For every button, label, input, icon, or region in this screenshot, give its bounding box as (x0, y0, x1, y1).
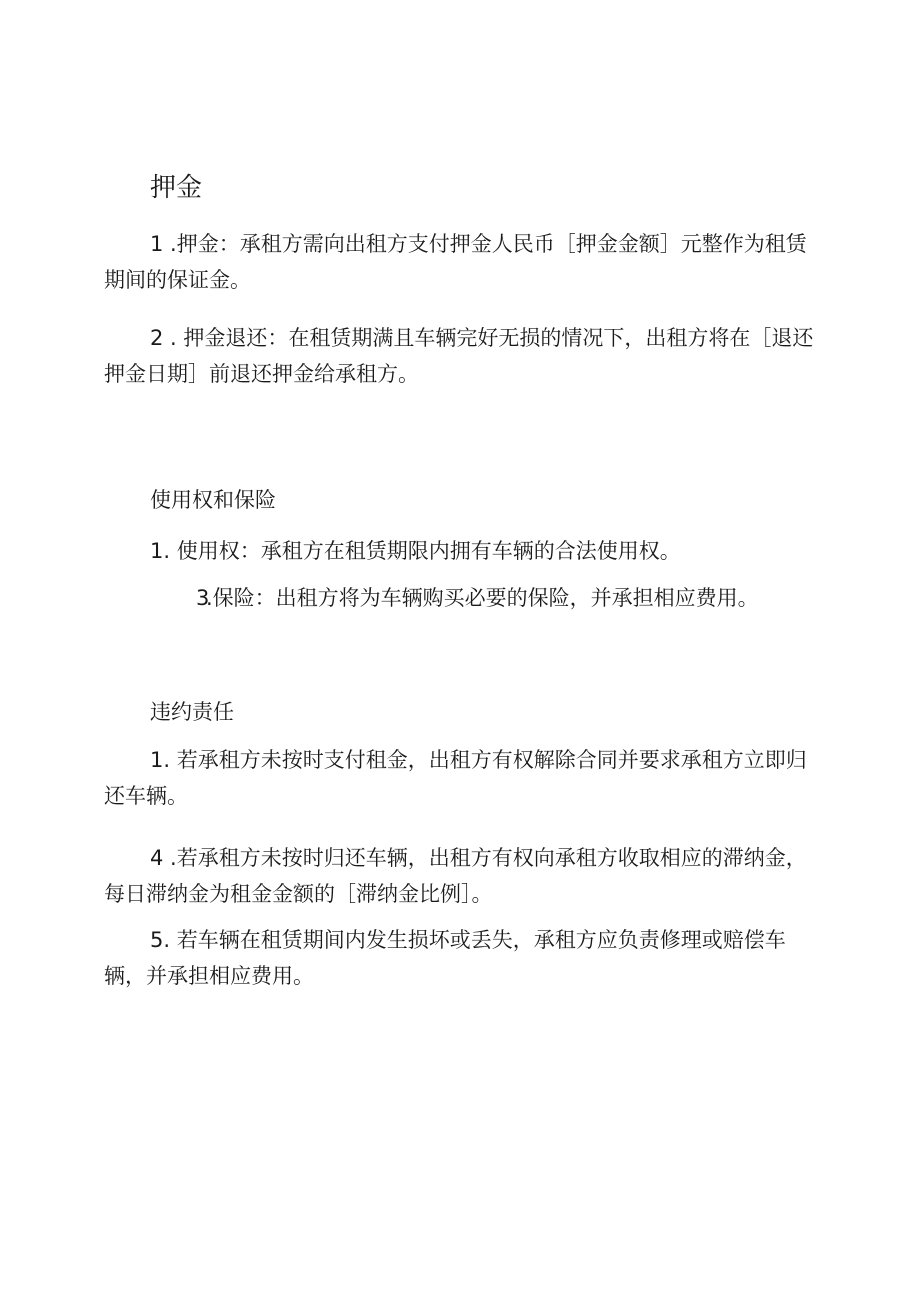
deposit-item-2: 2 . 押金退还：在租赁期满且车辆完好无损的情况下，出租方将在［退还押金日期］前退还押金给承租方。 (104, 326, 814, 386)
section-heading-usage: 使用权和保险 (150, 488, 276, 512)
usage-item-2-text: .保险：出租方将为车辆购买必要的保险，并承担相应费用。 (206, 586, 759, 610)
usage-item-1: 1. 使用权：承租方在租赁期限内拥有车辆的合法使用权。 (150, 539, 681, 563)
breach-item-1: 1. 若承租方未按时支付租金，出租方有权解除合同并要求承租方立即归还车辆。 (104, 748, 807, 808)
section-heading-deposit: 押金 (150, 173, 203, 203)
breach-item-2: 4 .若承租方未按时归还车辆，出租方有权向承租方收取相应的滞纳金，每日滞纳金为租金金额的［滞纳金比例］。 (104, 846, 807, 906)
usage-item-2 (104, 580, 816, 616)
deposit-item-1: 1 .押金：承租方需向出租方支付押金人民币［押金金额］元整作为租赁期间的保证金。 (104, 232, 807, 292)
section-heading-breach: 违约责任 (150, 700, 234, 724)
breach-item-3: 5. 若车辆在租赁期间内发生损坏或丢失，承租方应负责修理或赔偿车辆，并承担相应费用。 (104, 928, 786, 988)
usage-item-2-number: 3 (196, 586, 210, 610)
